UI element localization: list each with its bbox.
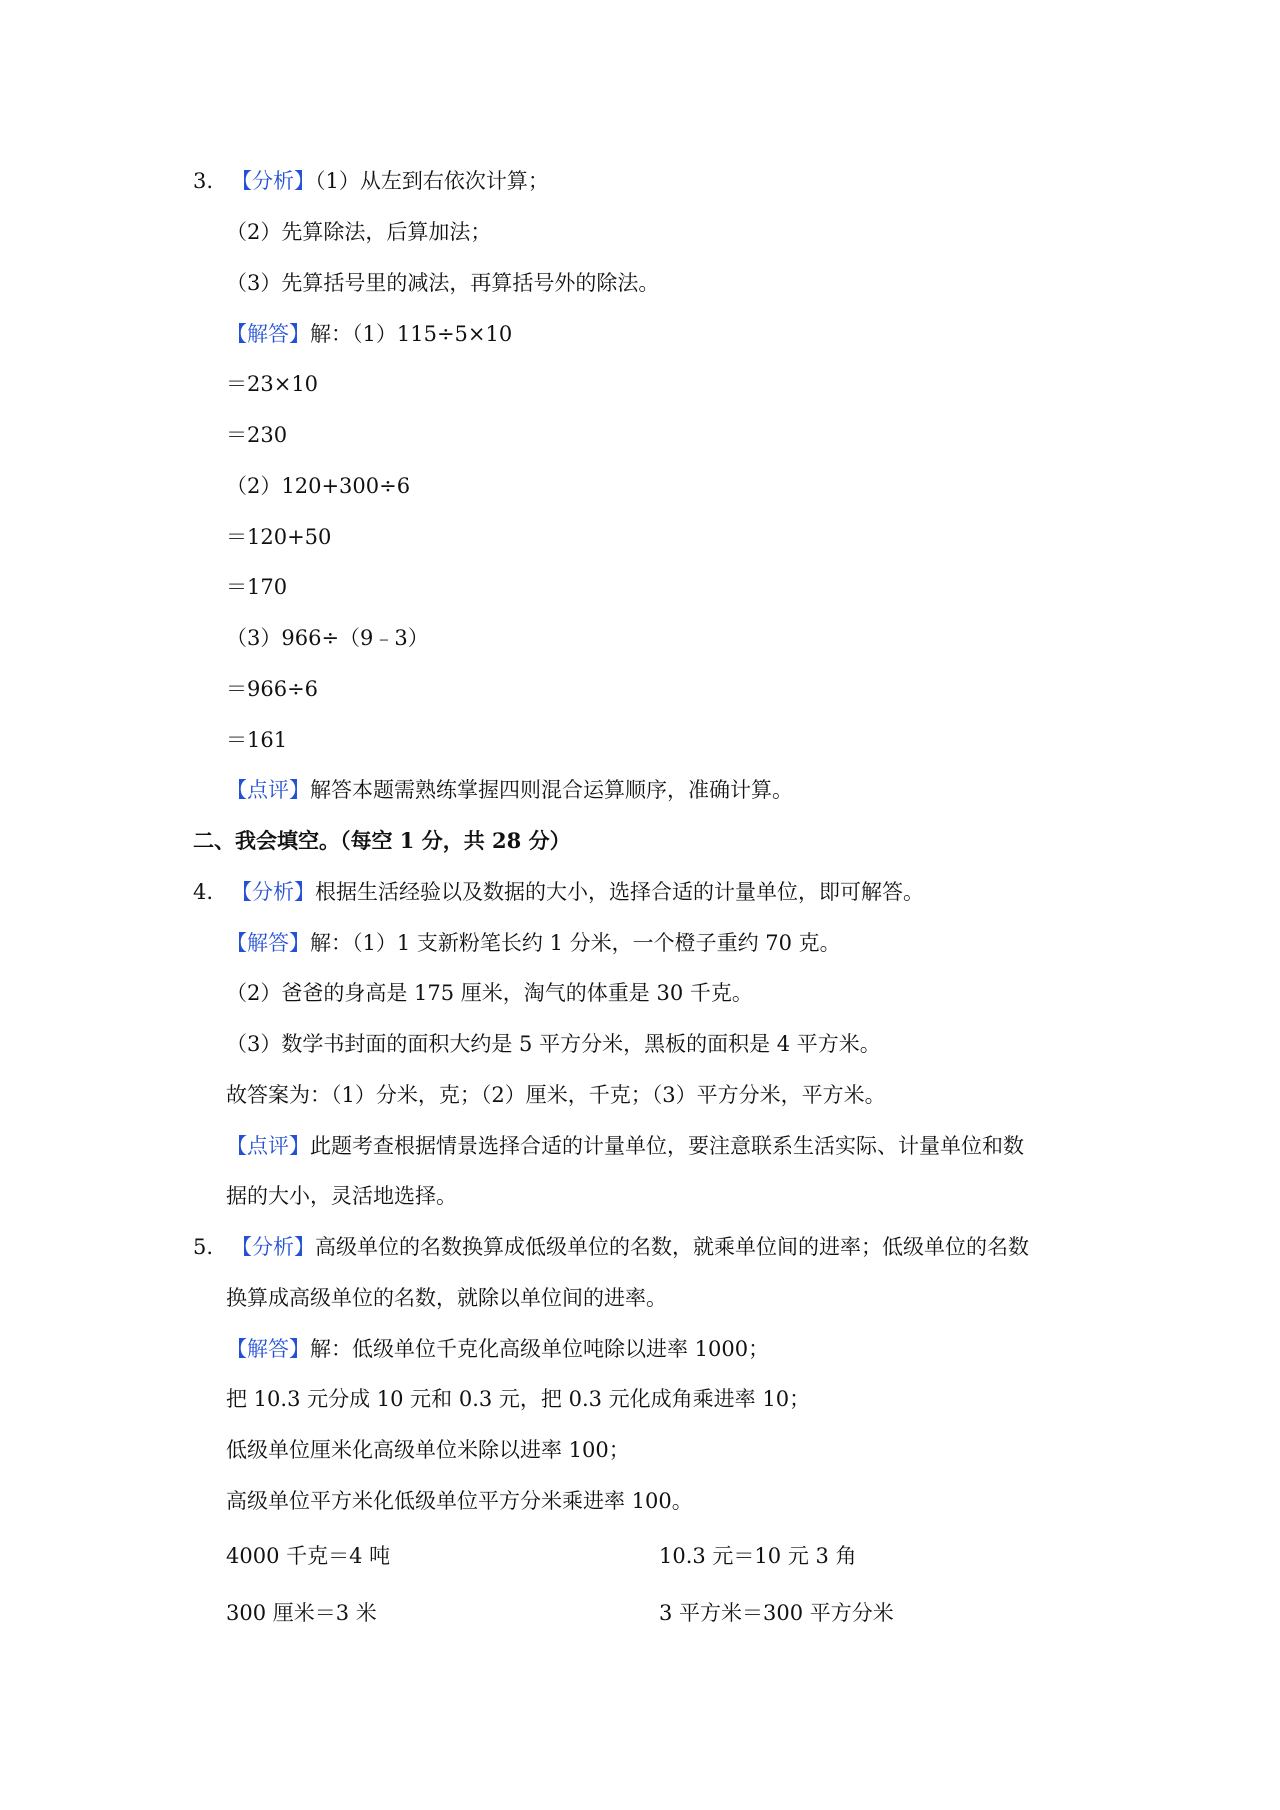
q5-analysis-line [193,1232,1029,1262]
q4-answer-line: 故答案为：（1）分米，克；（2）厘米，千克；（3）平方分米，平方米。 [226,1083,886,1107]
question-number: 3. [193,169,214,193]
q4-answer-line: （3）数学书封面的面积大约是 5 平方分米，黑板的面积是 4 平方米。 [226,1032,881,1056]
q3-step: ＝170 [226,575,288,599]
q5-result: 4000 千克＝4 吨 [226,1544,391,1568]
q5-result: 300 厘米＝3 米 [226,1601,377,1625]
q3-analysis-line [193,166,549,196]
q3-analysis-line: （2）先算除法，后算加法； [226,220,492,244]
q3-step: （3）966÷（9﹣3） [226,626,429,650]
analysis-tag: 【分析】 [231,880,315,904]
q5-answer-line: 把 10.3 元分成 10 元和 0.3 元，把 0.3 元化成角乘进率 10； [226,1387,811,1411]
q5-result: 3 平方米＝300 平方分米 [659,1601,894,1625]
q3-step: （2）120+300÷6 [226,474,411,498]
q4-comment-line [226,1131,1024,1161]
q5-answer-line: 高级单位平方米化低级单位平方分米乘进率 100。 [226,1489,693,1513]
analysis-text: 根据生活经验以及数据的大小，选择合适的计量单位，即可解答。 [315,880,924,904]
comment-tag: 【点评】 [226,1134,310,1158]
q3-step: ＝23×10 [226,372,319,396]
answer-text: 解：（1）115÷5×10 [310,322,513,346]
q4-analysis-line [193,877,924,907]
answer-tag: 【解答】 [226,1337,310,1361]
analysis-text: （1）从左到右依次计算； [315,169,549,193]
analysis-tag: 【分析】 [231,169,315,193]
section-heading: 二、我会填空。（每空 1 分，共 28 分） [193,828,571,853]
q5-analysis-line: 换算成高级单位的名数，就除以单位间的进率。 [226,1286,667,1310]
answer-tag: 【解答】 [226,322,310,346]
comment-text: 解答本题需熟练掌握四则混合运算顺序，准确计算。 [310,778,793,802]
comment-text: 此题考查根据情景选择合适的计量单位，要注意联系生活实际、计量单位和数 [310,1134,1024,1158]
q3-analysis-line: （3）先算括号里的减法，再算括号外的除法。 [226,271,660,295]
q5-answer-line [226,1334,769,1364]
q3-step: ＝161 [226,728,288,752]
question-number: 4. [193,880,214,904]
answer-tag: 【解答】 [226,931,310,955]
q3-step: ＝230 [226,423,288,447]
question-number: 5. [193,1235,214,1259]
q5-answer-line: 低级单位厘米化高级单位米除以进率 100； [226,1438,630,1462]
comment-tag: 【点评】 [226,778,310,802]
q3-step: ＝966÷6 [226,677,319,701]
analysis-tag: 【分析】 [231,1235,315,1259]
answer-text: 解：低级单位千克化高级单位吨除以进率 1000； [310,1337,770,1361]
q3-step: ＝120+50 [226,525,332,549]
q4-comment-line: 据的大小，灵活地选择。 [226,1184,457,1208]
answer-text: 解：（1）1 支新粉笔长约 1 分米，一个橙子重约 70 克。 [310,931,841,955]
q4-answer-line: （2）爸爸的身高是 175 厘米，淘气的体重是 30 千克。 [226,981,753,1005]
analysis-text: 高级单位的名数换算成低级单位的名数，就乘单位间的进率；低级单位的名数 [315,1235,1029,1259]
q4-answer-line [226,928,841,958]
q3-comment-line [226,775,793,805]
q3-answer-line [226,319,512,349]
q5-result: 10.3 元＝10 元 3 角 [659,1544,857,1568]
